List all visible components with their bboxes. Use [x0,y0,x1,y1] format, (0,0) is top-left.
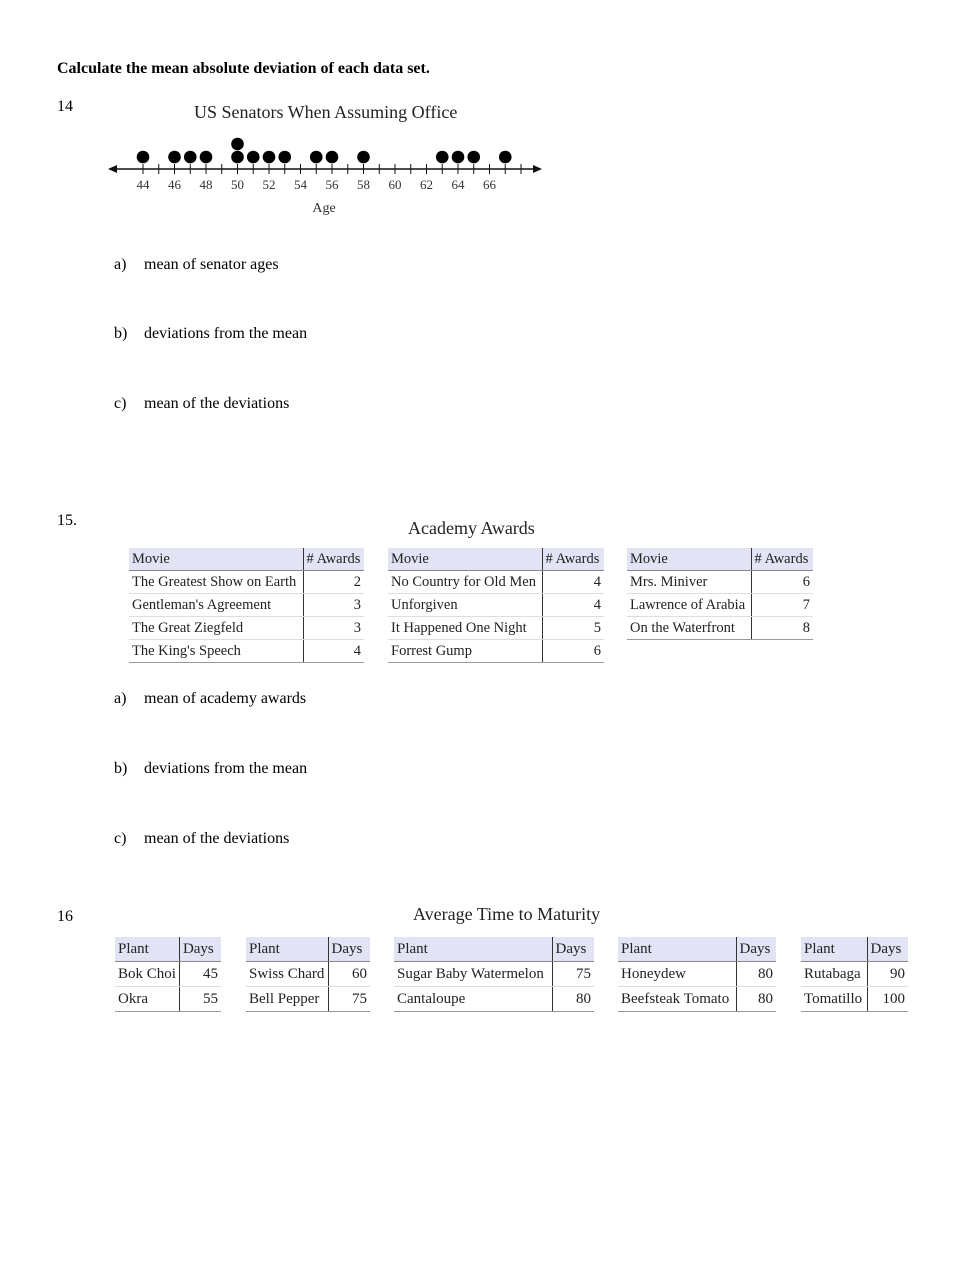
plant-cell: Swiss Chard [246,962,328,987]
data-dot [326,151,339,164]
instructions: Calculate the mean absolute deviation of each data set. [57,60,430,77]
tick-label: 52 [262,177,276,192]
table-row [627,617,813,640]
table-row [129,617,364,640]
days-cell: 75 [552,962,594,987]
table-row [129,640,364,663]
awards-cell: 6 [751,571,813,594]
data-dot [231,138,244,151]
tick-label: 44 [136,177,150,192]
data-dot [310,151,323,164]
tick-label: 46 [168,177,181,192]
movie-cell: Lawrence of Arabia [627,594,751,617]
q15-part-b [114,760,307,778]
tick-label: 66 [483,177,496,192]
tick-label: 54 [294,177,307,192]
q15-part-c-label: c) [114,830,127,847]
movie-cell: Gentleman's Agreement [129,594,303,617]
tick-label: 58 [357,177,370,192]
tick-label: 48 [199,177,213,192]
q15-part-a [114,690,306,708]
days-cell: 80 [552,987,594,1012]
table-row [388,571,604,594]
movie-cell: It Happened One Night [388,617,542,640]
awards-cell: 3 [303,617,364,640]
data-dot [231,151,244,164]
days-cell: 100 [867,987,908,1012]
column-header: # Awards [542,548,604,571]
data-dot [452,151,465,164]
awards-cell: 6 [542,640,604,663]
dotplot-xlabel: Age [312,201,336,216]
plant-cell: Tomatillo [801,987,867,1012]
awards-cell: 5 [542,617,604,640]
column-header: Plant [115,937,179,962]
days-cell: 45 [179,962,221,987]
q14-part-b-text: deviations from the mean [144,325,308,342]
table-row [627,571,813,594]
days-cell: 80 [736,962,776,987]
plant-cell: Bok Choi [115,962,179,987]
tick-label: 62 [420,177,433,192]
data-dot [168,151,181,164]
data-dot [436,151,449,164]
movie-cell: Mrs. Miniver [627,571,751,594]
awards-cell: 4 [303,640,364,663]
table-row [618,987,776,1012]
movie-cell: Unforgiven [388,594,542,617]
table-row [388,640,604,663]
q15-part-b-text: deviations from the mean [144,760,308,777]
q14-part-a-label: a) [114,256,127,273]
awards-table-1 [129,548,364,663]
maturity-title: Average Time to Maturity [413,904,601,924]
awards-cell: 4 [542,571,604,594]
question-14-number: 14 [57,98,73,115]
tick-label: 56 [325,177,339,192]
column-header: Days [736,937,776,962]
q15-part-c-text: mean of the deviations [144,830,290,847]
column-header: Plant [394,937,552,962]
days-cell: 60 [328,962,370,987]
maturity-table-2 [246,937,370,1012]
movie-cell: The Great Ziegfeld [129,617,303,640]
axis-right-arrow [533,165,542,173]
q14-part-c [114,395,289,413]
movie-cell: The King's Speech [129,640,303,663]
question-16-number: 16 [57,908,73,925]
data-dot [357,151,370,164]
table-row [115,987,221,1012]
column-header: Movie [129,548,303,571]
days-cell: 75 [328,987,370,1012]
column-header: Days [552,937,594,962]
movie-cell: The Greatest Show on Earth [129,571,303,594]
q15-part-a-label: a) [114,690,127,707]
column-header: Days [179,937,221,962]
awards-cell: 3 [303,594,364,617]
column-header: Plant [618,937,736,962]
awards-cell: 4 [542,594,604,617]
axis-left-arrow [108,165,117,173]
plant-cell: Bell Pepper [246,987,328,1012]
table-row [246,987,370,1012]
q14-part-c-text: mean of the deviations [144,395,290,412]
plant-cell: Cantaloupe [394,987,552,1012]
q15-part-a-text: mean of academy awards [144,690,307,707]
awards-table-3 [627,548,813,640]
plant-cell: Rutabaga [801,962,867,987]
table-row [394,987,594,1012]
days-cell: 90 [867,962,908,987]
q14-part-a [114,256,279,274]
table-row [801,962,908,987]
data-dot [499,151,512,164]
plant-cell: Okra [115,987,179,1012]
column-header: # Awards [751,548,813,571]
plant-cell: Honeydew [618,962,736,987]
q14-part-c-label: c) [114,395,127,412]
awards-table-2 [388,548,604,663]
dotplot-title: US Senators When Assuming Office [194,102,458,122]
movie-cell: Forrest Gump [388,640,542,663]
q14-part-b-label: b) [114,325,128,342]
awards-cell: 7 [751,594,813,617]
awards-cell: 2 [303,571,364,594]
column-header: Days [867,937,908,962]
data-dot [200,151,213,164]
maturity-table-5 [801,937,908,1012]
table-row [129,571,364,594]
data-dot [137,151,150,164]
table-row [627,594,813,617]
table-row [129,594,364,617]
movie-cell: No Country for Old Men [388,571,542,594]
table-row [115,962,221,987]
column-header: Movie [388,548,542,571]
table-row [394,962,594,987]
q15-part-b-label: b) [114,760,128,777]
data-dot [467,151,480,164]
plant-cell: Sugar Baby Watermelon [394,962,552,987]
tick-label: 50 [231,177,244,192]
maturity-table-1 [115,937,221,1012]
maturity-table-3 [394,937,594,1012]
table-row [801,987,908,1012]
column-header: Plant [246,937,328,962]
academy-awards-title: Academy Awards [408,518,535,538]
senator-age-dot-plot [108,128,548,223]
q14-part-a-text: mean of senator ages [144,256,279,273]
data-dot [263,151,276,164]
question-15-number: 15. [57,512,77,529]
table-row [618,962,776,987]
table-row [388,617,604,640]
column-header: Plant [801,937,867,962]
q15-part-c [114,830,289,848]
q14-part-b [114,325,307,343]
tick-label: 60 [388,177,402,192]
data-dot [278,151,291,164]
plant-cell: Beefsteak Tomato [618,987,736,1012]
column-header: Movie [627,548,751,571]
column-header: # Awards [303,548,364,571]
maturity-table-4 [618,937,776,1012]
movie-cell: On the Waterfront [627,617,751,640]
days-cell: 55 [179,987,221,1012]
days-cell: 80 [736,987,776,1012]
table-row [246,962,370,987]
table-row [388,594,604,617]
tick-label: 64 [451,177,465,192]
awards-cell: 8 [751,617,813,640]
data-dot [184,151,197,164]
data-dot [247,151,260,164]
column-header: Days [328,937,370,962]
